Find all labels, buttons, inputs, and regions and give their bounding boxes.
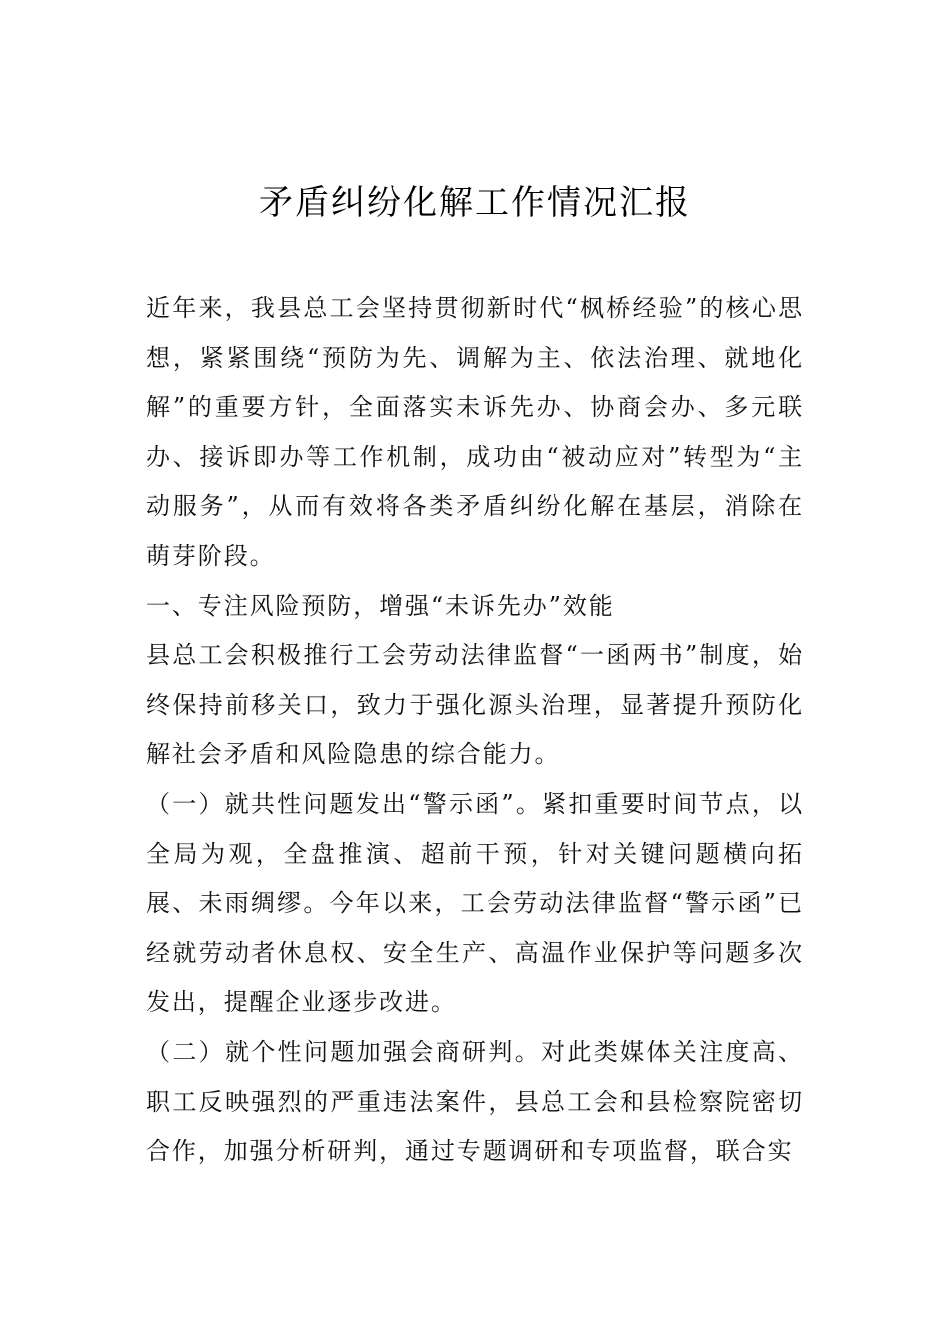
document-title: 矛盾纠纷化解工作情况汇报 xyxy=(259,182,691,223)
subsection-1-paragraph: （一）就共性问题发出“警示函”。紧扣重要时间节点，以全局为观，全盘推演、超前干预，针对关键问题横向拓展、未雨绸缪。今年以来，工会劳动法律监督“警示函”已经就劳动者休息权、安全生产、高温作业保护等问题多次发出，提醒企业逐步改进。 xyxy=(146,789,804,1017)
document-body xyxy=(146,284,804,1177)
section-1-paragraph: 县总工会积极推行工会劳动法律监督“一函两书”制度，始终保持前移关口，致力于强化源头治理，显著提升预防化解社会矛盾和风险隐患的综合能力。 xyxy=(146,641,804,769)
intro-paragraph: 近年来，我县总工会坚持贯彻新时代“枫桥经验”的核心思想，紧紧围绕“预防为先、调解为主、依法治理、就地化解”的重要方针，全面落实未诉先办、协商会办、多元联办、接诉即办等工作机制，成功由“被动应对”转型为“主动服务”，从而有效将各类矛盾纠纷化解在基层，消除在萌芽阶段。 xyxy=(146,294,804,570)
subsection-2-paragraph: （二）就个性问题加强会商研判。对此类媒体关注度高、职工反映强烈的严重违法案件，县总工会和县检察院密切合作，加强分析研判，通过专题调研和专项监督，联合实 xyxy=(146,1037,804,1166)
section-heading-1: 一、专注风险预防，增强“未诉先办”效能 xyxy=(146,591,615,620)
